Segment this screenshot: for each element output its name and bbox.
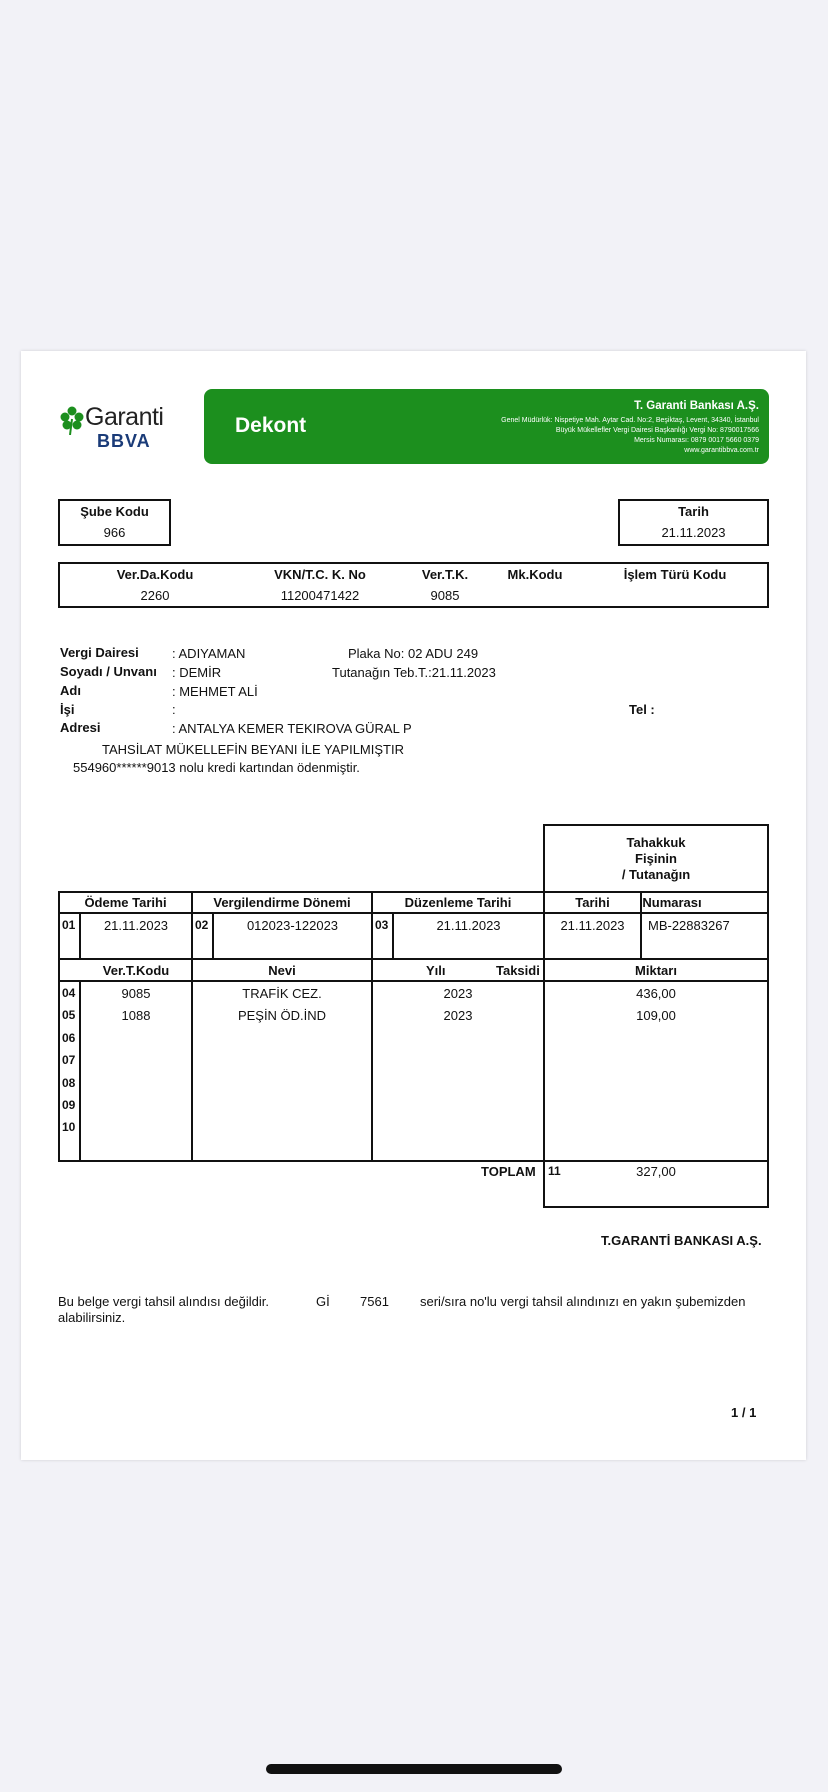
header-tarihi: Tarihi (575, 895, 610, 910)
mk-kodu-label: Mk.Kodu (507, 567, 563, 582)
bank-signature: T.GARANTİ BANKASI A.Ş. (601, 1233, 762, 1248)
vkn-label: VKN/T.C. K. No (274, 567, 366, 582)
kredi-karti-note: 554960******9013 nolu kredi kartından ödenmiştir. (73, 760, 360, 775)
bank-name: T. Garanti Bankası A.Ş. (634, 400, 759, 412)
tahakkuk-line-1: Tahakkuk (626, 835, 686, 850)
isi-value: : (172, 702, 176, 717)
header-nevi: Nevi (268, 963, 296, 978)
bank-address: Genel Müdürlük: Nispetiye Mah. Aytar Cad. No:2, Beşiktaş, Levent, 34340, İstanbul (501, 417, 759, 424)
duzenleme-value: 21.11.2023 (436, 918, 501, 933)
tahakkuk-line-2: Fişinin (635, 851, 677, 866)
right-border (767, 891, 769, 1208)
footer-seri: Gİ (316, 1294, 330, 1309)
row-num-10: 10 (62, 1120, 76, 1134)
row-num-01: 01 (62, 918, 76, 932)
ver-da-kodu-label: Ver.Da.Kodu (116, 567, 194, 582)
home-indicator[interactable] (266, 1764, 562, 1774)
plaka-no: Plaka No: 02 ADU 249 (348, 646, 479, 661)
vergi-dairesi-label: Vergi Dairesi (60, 645, 139, 660)
adi-label: Adı (60, 683, 81, 698)
row-num-09: 09 (62, 1098, 76, 1112)
row-num-08: 08 (62, 1076, 76, 1090)
table-top-line (58, 891, 769, 893)
header-vergilendirme: Vergilendirme Dönemi (213, 895, 351, 910)
header-duzenleme: Düzenleme Tarihi (404, 895, 512, 910)
header-taksidi: Taksidi (496, 963, 540, 978)
toplam-label: TOPLAM (481, 1164, 536, 1179)
total-bottom-line (543, 1206, 769, 1208)
adresi-label: Adresi (60, 720, 101, 735)
row-divider-1 (58, 958, 769, 960)
date-value: 21.11.2023 (661, 525, 726, 540)
header-divider-1 (58, 912, 769, 914)
page-number: 1 / 1 (731, 1405, 757, 1420)
vkn-value: 11200471422 (280, 588, 360, 603)
footer-sira: 7561 (360, 1294, 389, 1309)
col-divider-2 (371, 891, 373, 1162)
row-num-07: 07 (62, 1053, 76, 1067)
vergilendirme-value: 012023-122023 (246, 918, 339, 933)
col-divider-1 (191, 891, 193, 1162)
odeme-tarihi-value: 21.11.2023 (103, 918, 169, 933)
ver-tk-label: Ver.T.K. (421, 567, 469, 582)
header-miktari: Miktarı (635, 963, 677, 978)
soyadi-value: : DEMİR (172, 665, 222, 680)
adi-value: : MEHMET ALİ (172, 684, 258, 699)
row-num-11: 11 (548, 1164, 561, 1178)
isi-label: İşi (60, 702, 75, 717)
item-yil: 2023 (443, 1008, 473, 1023)
receipt-page (21, 351, 806, 1460)
footer-note-b: seri/sıra no'lu vergi tahsil alındınızı en yakın şubemizden (420, 1294, 746, 1309)
soyadi-label: Soyadı / Unvanı (60, 664, 157, 679)
adresi-value: : ANTALYA KEMER TEKIROVA GÜRAL P (172, 721, 412, 736)
item-miktar: 109,00 (636, 1008, 676, 1023)
left-border (58, 891, 60, 1162)
tutanak-tarihi: Tutanağın Teb.T.:21.11.2023 (332, 665, 496, 680)
tahakkuk-tarihi-value: 21.11.2023 (560, 918, 625, 933)
items-bottom-line (58, 1160, 769, 1162)
item-miktar: 436,00 (636, 986, 676, 1001)
tahakkuk-header-box (543, 824, 769, 893)
item-nevi: TRAFİK CEZ. (242, 986, 322, 1001)
item-yil: 2023 (443, 986, 473, 1001)
document-title: Dekont (235, 414, 307, 437)
row-num-03: 03 (375, 918, 389, 932)
ver-tk-value: 9085 (430, 588, 460, 603)
tahakkuk-line-3: / Tutanağın (621, 867, 691, 882)
toplam-value: 327,00 (636, 1164, 676, 1179)
header-odeme-tarihi: Ödeme Tarihi (84, 895, 167, 910)
footer-note-c: alabilirsiniz. (58, 1310, 126, 1325)
tahakkuk-divider (543, 891, 545, 1208)
item-kod: 1088 (121, 1008, 151, 1023)
header-ver-t-kodu: Ver.T.Kodu (102, 963, 170, 978)
tel-label: Tel : (629, 702, 655, 717)
branch-label: Şube Kodu (80, 504, 149, 519)
bank-website: www.garantibbva.com.tr (684, 447, 759, 454)
tahakkuk-numarasi-value: MB-22883267 (648, 918, 730, 933)
row-num-05: 05 (62, 1008, 76, 1022)
item-nevi: PEŞİN ÖD.İND (237, 1008, 327, 1023)
date-label: Tarih (678, 504, 709, 519)
logo-text-top: Garanti (85, 403, 164, 431)
row-num-06: 06 (62, 1031, 76, 1045)
row-num-04: 04 (62, 986, 76, 1000)
header-yili: Yılı (426, 963, 446, 978)
header-divider-2 (58, 980, 769, 982)
logo-text-bottom: BBVA (97, 431, 151, 451)
header-numarasi: Numarası (642, 895, 702, 910)
footer-note-a: Bu belge vergi tahsil alındısı değildir. (58, 1294, 270, 1309)
item-kod: 9085 (121, 986, 151, 1001)
bank-tax-office: Büyük Mükellefler Vergi Dairesi Başkanlığı Vergi No: 8790017566 (555, 427, 759, 434)
bank-mersis: Mersis Numarası: 0879 0017 5660 0379 (634, 437, 759, 444)
vergi-dairesi-value: : ADIYAMAN (172, 646, 246, 661)
islem-turu-label: İşlem Türü Kodu (623, 567, 727, 582)
branch-value: 966 (103, 525, 126, 540)
tahsilat-note: TAHSİLAT MÜKELLEFİN BEYANI İLE YAPILMIŞTIR (102, 742, 404, 757)
ver-da-kodu-value: 2260 (140, 588, 170, 603)
row-num-02: 02 (195, 918, 209, 932)
